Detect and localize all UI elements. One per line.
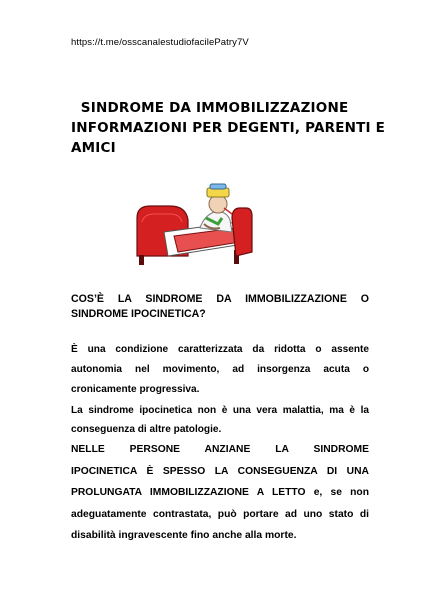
paragraph-line: autonomia nel movimento, ad insorgenza acuta o xyxy=(71,364,369,375)
title-line-1: SINDROME DA IMMOBILIZZAZIONE xyxy=(71,100,349,116)
paragraph-line: NELLE PERSONE ANZIANE LA SINDROME xyxy=(71,444,369,455)
paragraph-line: disabilità ingravescente fino anche alla morte. xyxy=(71,530,297,541)
paragraph-line: adeguatamente contrastata, può portare ad uno stato di xyxy=(71,508,369,520)
paragraph-line: conseguenza di altre patologie. xyxy=(71,424,222,435)
patient-in-bed-illustration xyxy=(134,178,262,270)
title-line-2: INFORMAZIONI PER DEGENTI, PARENTI E xyxy=(71,120,386,136)
paragraph-line: IPOCINETICA È SPESSO LA CONSEGUENZA DI UNA xyxy=(71,465,369,477)
paragraph-line: PROLUNGATA IMMOBILIZZAZIONE A LETTO e, se non xyxy=(71,487,369,498)
paragraph-elderly xyxy=(71,439,369,547)
section-heading xyxy=(71,292,369,322)
document-title xyxy=(71,98,391,158)
paragraph-line: È una condizione caratterizzata da ridotta o assente xyxy=(71,344,369,355)
paragraph-not-disease xyxy=(71,401,369,439)
patient-in-bed-icon xyxy=(134,178,262,275)
heading-line-1: COS’È LA SINDROME DA IMMOBILIZZAZIONE O xyxy=(71,293,369,305)
paragraph-definition xyxy=(71,340,369,400)
heading-line-2: SINDROME IPOCINETICA? xyxy=(71,308,206,320)
paragraph-line: cronicamente progressiva. xyxy=(71,384,200,395)
source-url[interactable]: https://t.me/osscanalestudiofacilePatry7V xyxy=(71,37,249,48)
paragraph-line: La sindrome ipocinetica non è una vera malattia, ma è la xyxy=(71,405,369,416)
title-line-3: AMICI xyxy=(71,140,116,156)
